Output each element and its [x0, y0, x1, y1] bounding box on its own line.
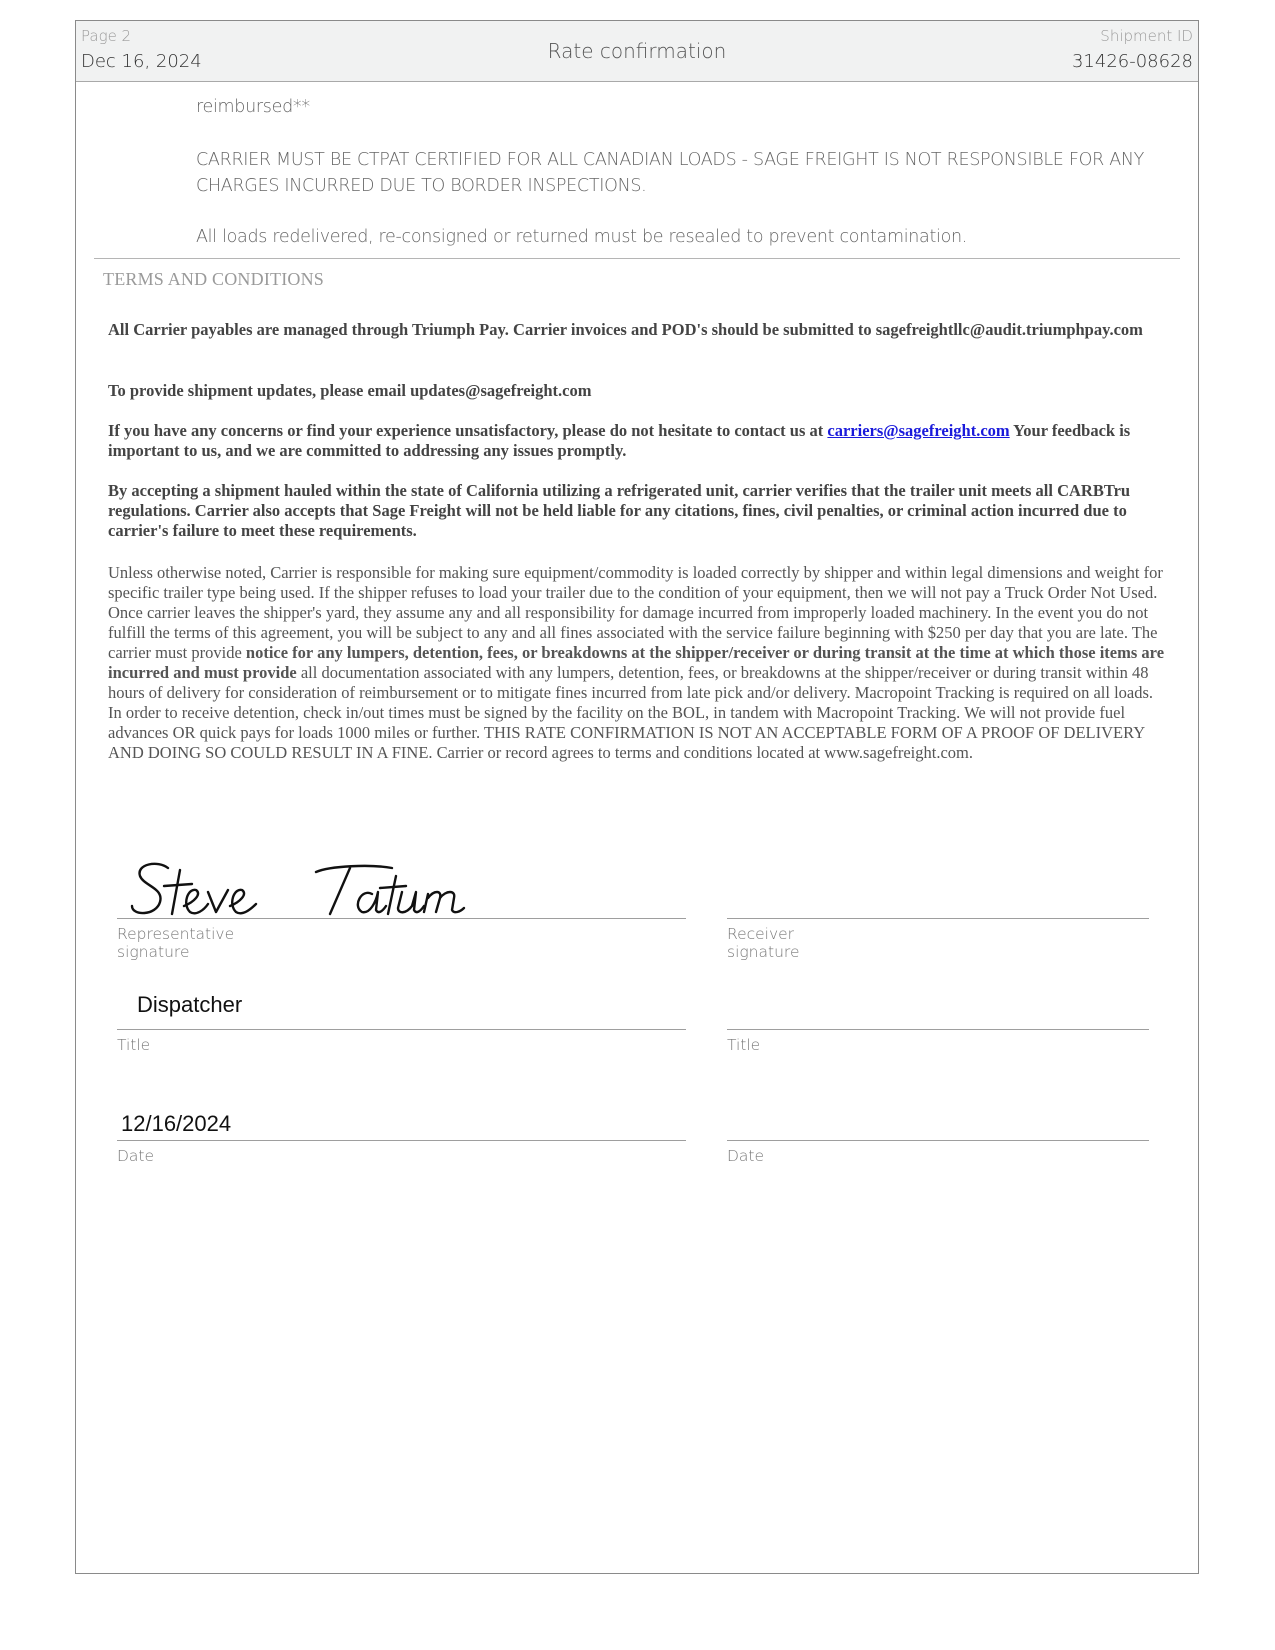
- page-number: Page 2: [81, 27, 132, 45]
- terms-california-carb: By accepting a shipment hauled within the state of California utilizing a refrigerated unit, carrier verifies that the trailer unit meets all CARBTru regulations. Carrier also accepts that Sage Freight will not be held liable for any citations, fines, civil penalties, or criminal action incurred due to carrier's failure to meet these requirements.: [108, 481, 1131, 540]
- terms-general-text: Unless otherwise noted, Carrier is responsible for making sure equipment/commodity is loaded correctly by shipper and within legal dimensions and weight for specific trailer type being used. If the shipper refuses to load your trailer due to the condition of your equipment, then we will not pay a Truck Order Not Used. Once carrier leaves the shipper's yard, they assume any and all responsibility for damage incurred from improperly loaded machinery. In the event you do not fulfill the terms of this agreement, you will be subject to any and all fines associated with the service failure beginning with $250 per day that you are late. The carrier must provide: [108, 563, 1163, 662]
- receiver-title-label: Title: [727, 1036, 761, 1054]
- note-reimbursed: reimbursed**: [196, 97, 310, 117]
- receiver-date-label: Date: [727, 1147, 765, 1165]
- shipment-id-label: Shipment ID: [1100, 27, 1193, 45]
- receiver-title-line[interactable]: [727, 1029, 1149, 1030]
- document-title: Rate confirmation: [547, 39, 727, 63]
- shipment-id: 31426-08628: [1071, 51, 1193, 72]
- rep-date-value: 12/16/2024: [121, 1111, 232, 1136]
- note-ctpat: CARRIER MUST BE CTPAT CERTIFIED FOR ALL CANADIAN LOADS - SAGE FREIGHT IS NOT RESPONSIBLE FOR ANY CHARGES INCURRED DUE TO BORDER INSPECTIONS.: [196, 150, 1145, 196]
- terms-shipment-updates: To provide shipment updates, please email updates@sagefreight.com: [108, 381, 592, 400]
- section-divider: [94, 258, 1180, 259]
- receiver-signature-label: Receiver signature: [727, 925, 800, 961]
- rep-title-value: Dispatcher: [137, 992, 243, 1017]
- rep-signature-line[interactable]: [117, 918, 686, 919]
- receiver-date-line[interactable]: [727, 1140, 1149, 1141]
- terms-heading: TERMS AND CONDITIONS: [103, 269, 325, 289]
- rep-date-label: Date: [117, 1147, 155, 1165]
- terms-concerns-text: If you have any concerns or find your experience unsatisfactory, please do not hesitate to contact us at: [108, 421, 828, 440]
- page-header: [76, 21, 1198, 82]
- note-reseal: All loads redelivered, re-consigned or returned must be resealed to prevent contamination.: [196, 227, 968, 247]
- terms-general: [108, 563, 1166, 763]
- terms-general-bold: notice for any lumpers, detention, fees, or breakdowns at the shipper/receiver or during transit at the time at which those items are incurred and must provide: [108, 643, 1165, 682]
- handwritten-signature: [130, 858, 510, 922]
- rep-title-label: Title: [117, 1036, 151, 1054]
- rep-title-line[interactable]: [117, 1029, 686, 1030]
- terms-concerns: [108, 421, 1166, 461]
- terms-general-text-end: all documentation associated with any lumpers, detention, fees, or breakdowns at the shipper/receiver or during transit within 48 hours of delivery for consideration of reimbursement or to mitigate fines incurred from late pick and/or delivery. Macropoint Tracking is required on all loads. In order to receive detention, check in/out times must be signed by the facility on the BOL, in tandem with Macropoint Tracking. We will not provide fuel advances OR quick pays for loads 1000 miles or further. THIS RATE CONFIRMATION IS NOT AN ACCEPTABLE FORM OF A PROOF OF DELIVERY AND DOING SO COULD RESULT IN A FINE. Carrier or record agrees to terms and conditions located at www.sagefreight.com.: [108, 663, 1154, 762]
- header-date: Dec 16, 2024: [81, 51, 202, 72]
- rep-date-line[interactable]: [117, 1140, 686, 1141]
- rep-signature-label: Representative signature: [117, 925, 235, 961]
- terms-triumph-pay: All Carrier payables are managed through Triumph Pay. Carrier invoices and POD's should be submitted to sagefreightllc@audit.triumphpay.com: [108, 320, 1143, 339]
- carriers-email-link[interactable]: carriers@sagefreight.com: [827, 421, 1010, 440]
- page-frame: [75, 20, 1199, 1574]
- terms-concerns-text-end: Your feedback is important to us, and we are committed to addressing any issues promptly.: [108, 421, 1131, 460]
- receiver-signature-line[interactable]: [727, 918, 1149, 919]
